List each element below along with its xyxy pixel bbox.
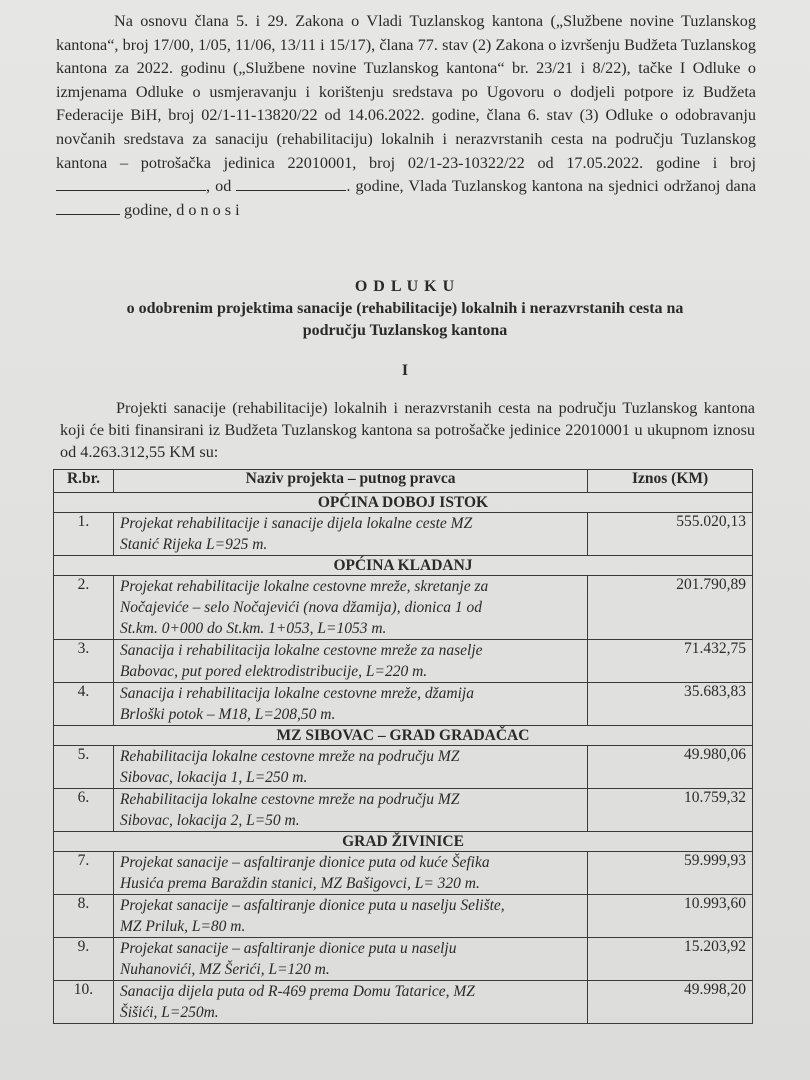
row-number: 4. (54, 683, 114, 726)
row-number: 1. (54, 513, 114, 556)
table-section-row (54, 832, 753, 852)
table-row (54, 789, 753, 832)
project-amount: 49.980,06 (588, 746, 753, 789)
table-body (54, 493, 753, 1024)
preamble-end: godine, d o n o s i (124, 200, 240, 219)
project-name (113, 938, 587, 981)
header-no: R.br. (54, 470, 114, 493)
project-name-line: Rehabilitacija lokalne cestovne mreže na području MZ (119, 748, 460, 765)
project-amount: 15.203,92 (588, 938, 753, 981)
project-name-line: Husića prema Baraždin stanici, MZ Bašigovci, L= 320 m. (119, 875, 480, 892)
project-name-line: Projekat sanacije – asfaltiranje dionice puta u naselju (119, 940, 457, 957)
preamble-od: , od (206, 177, 232, 196)
row-number: 3. (54, 640, 114, 683)
project-name-line: Nuhanovići, MZ Šerići, L=120 m. (119, 961, 330, 978)
projects-table (53, 469, 753, 1024)
project-amount: 10.993,60 (588, 895, 753, 938)
intro-paragraph: Projekti sanacije (rehabilitacije) lokalnih i nerazvrstanih cesta na području Tuzlanskog kantona koji će biti finansirani iz Budžeta Tuzlanskog kantona sa potrošačke jedinice 22010001 u ukupnom iznosu od 4.263.312,55 KM su: (60, 399, 755, 461)
row-number: 5. (54, 746, 114, 789)
table-row (54, 513, 753, 556)
project-name (113, 683, 587, 726)
project-name-line: Babovac, put pored elektrodistribucije, L=220 m. (119, 663, 428, 680)
project-amount: 555.020,13 (588, 513, 753, 556)
row-number: 6. (54, 789, 114, 832)
decision-subtitle-line2: području Tuzlanskog kantona (302, 322, 508, 339)
project-name (113, 576, 587, 640)
section-numeral: I (401, 362, 409, 379)
row-number: 10. (54, 981, 114, 1024)
project-name (113, 746, 587, 789)
project-amount: 49.998,20 (588, 981, 753, 1024)
table-row (54, 938, 753, 981)
project-name (113, 789, 587, 832)
preamble-text: Na osnovu člana 5. i 29. Zakona o Vladi Tuzlanskog kantona („Službene novine Tuzlanskog kantona“, broj 17/00, 1/05, 11/06, 13/11 i 15/17), člana 77. stav (2) Zakona o izvršenju Budžeta Tuzlanskog kantona za 2022. godinu („Službene novine Tuzlanskog kantona“ br. 23/21 i 8/22), tačke I Odluke o izmjenama Odluke o usmjeravanju i korištenju sredstava po Ugovoru o dodjeli potpore iz Budžeta Federacije BiH, broj 02/1-11-13820/22 od 14.06.2022. godine, člana 6. stav (3) Odluke o odobravanju novčanih sredstava za sanaciju (rehabilitaciju) lokalnih i nerazvrstanih cesta na području Tuzlanskog kantona – potrošačka jedinica 22010001, broj 02/1-23-10322/22 od 17.05.2022. godine i broj (56, 12, 756, 172)
project-name (113, 513, 587, 556)
preamble-godine: . godine, Vlada Tuzlanskog kantona na sjednici održanoj dana (346, 177, 757, 196)
project-name-line: MZ Priluk, L=80 m. (119, 918, 246, 935)
project-name-line: Šišići, L=250m. (119, 1004, 219, 1021)
table-row (54, 640, 753, 683)
table-row (54, 683, 753, 726)
row-number: 7. (54, 852, 114, 895)
table-section-row (54, 726, 753, 746)
project-amount: 201.790,89 (588, 576, 753, 640)
row-number: 9. (54, 938, 114, 981)
table-row (54, 852, 753, 895)
table-row (54, 981, 753, 1024)
row-number: 8. (54, 895, 114, 938)
section-label: GRAD ŽIVINICE (54, 832, 753, 852)
project-name-line: Brloški potok – M18, L=208,50 m. (119, 706, 336, 723)
project-name-line: Rehabilitacija lokalne cestovne mreže na području MZ (119, 791, 460, 808)
table-row (54, 746, 753, 789)
decision-title: O D L U K U (354, 278, 456, 295)
section-label: MZ SIBOVAC – GRAD GRADAČAC (54, 726, 753, 746)
project-name-line: Projekat sanacije – asfaltiranje dionice puta u naselju Selište, (119, 897, 505, 914)
project-name-line: St.km. 0+000 do St.km. 1+053, L=1053 m. (119, 620, 387, 637)
header-amount: Iznos (KM) (588, 470, 753, 493)
blank-line-number (56, 176, 206, 191)
project-name (113, 981, 587, 1024)
decision-subtitle-line1: o odobrenim projektima sanacije (rehabilitacije) lokalnih i nerazvrstanih cesta na (126, 300, 684, 317)
project-name-line: Sanacija i rehabilitacija lokalne cestovne mreže, džamija (119, 685, 474, 702)
blank-line-date (236, 176, 346, 191)
project-amount: 35.683,83 (588, 683, 753, 726)
table-row (54, 576, 753, 640)
preamble-paragraph (56, 10, 756, 222)
project-name (113, 640, 587, 683)
project-name-line: Sibovac, lokacija 2, L=50 m. (119, 812, 300, 829)
table-section-row (54, 556, 753, 576)
project-name-line: Nočajeviće – selo Nočajevići (nova džamija), dionica 1 od (119, 599, 482, 616)
project-name-line: Projekat rehabilitacije lokalne cestovne mreže, skretanje za (119, 578, 489, 595)
project-amount: 59.999,93 (588, 852, 753, 895)
project-amount: 10.759,32 (588, 789, 753, 832)
section-label: OPĆINA KLADANJ (54, 556, 753, 576)
project-name-line: Projekat sanacije – asfaltiranje dionice puta od kuće Šefika (119, 854, 490, 871)
table-section-row (54, 493, 753, 513)
project-amount: 71.432,75 (588, 640, 753, 683)
project-name-line: Sanacija i rehabilitacija lokalne cestovne mreže za naselje (119, 642, 483, 659)
header-name: Naziv projekta – putnog pravca (113, 470, 587, 493)
project-name (113, 895, 587, 938)
table-row (54, 895, 753, 938)
row-number: 2. (54, 576, 114, 640)
project-name-line: Stanić Rijeka L=925 m. (119, 536, 268, 553)
blank-line-session-date (56, 200, 120, 215)
section-label: OPĆINA DOBOJ ISTOK (54, 493, 753, 513)
project-name-line: Sanacija dijela puta od R-469 prema Domu Tatarice, MZ (119, 983, 475, 1000)
project-name-line: Projekat rehabilitacije i sanacije dijela lokalne ceste MZ (119, 515, 473, 532)
table-header-row (54, 470, 753, 493)
project-name-line: Sibovac, lokacija 1, L=250 m. (119, 769, 308, 786)
project-name (113, 852, 587, 895)
